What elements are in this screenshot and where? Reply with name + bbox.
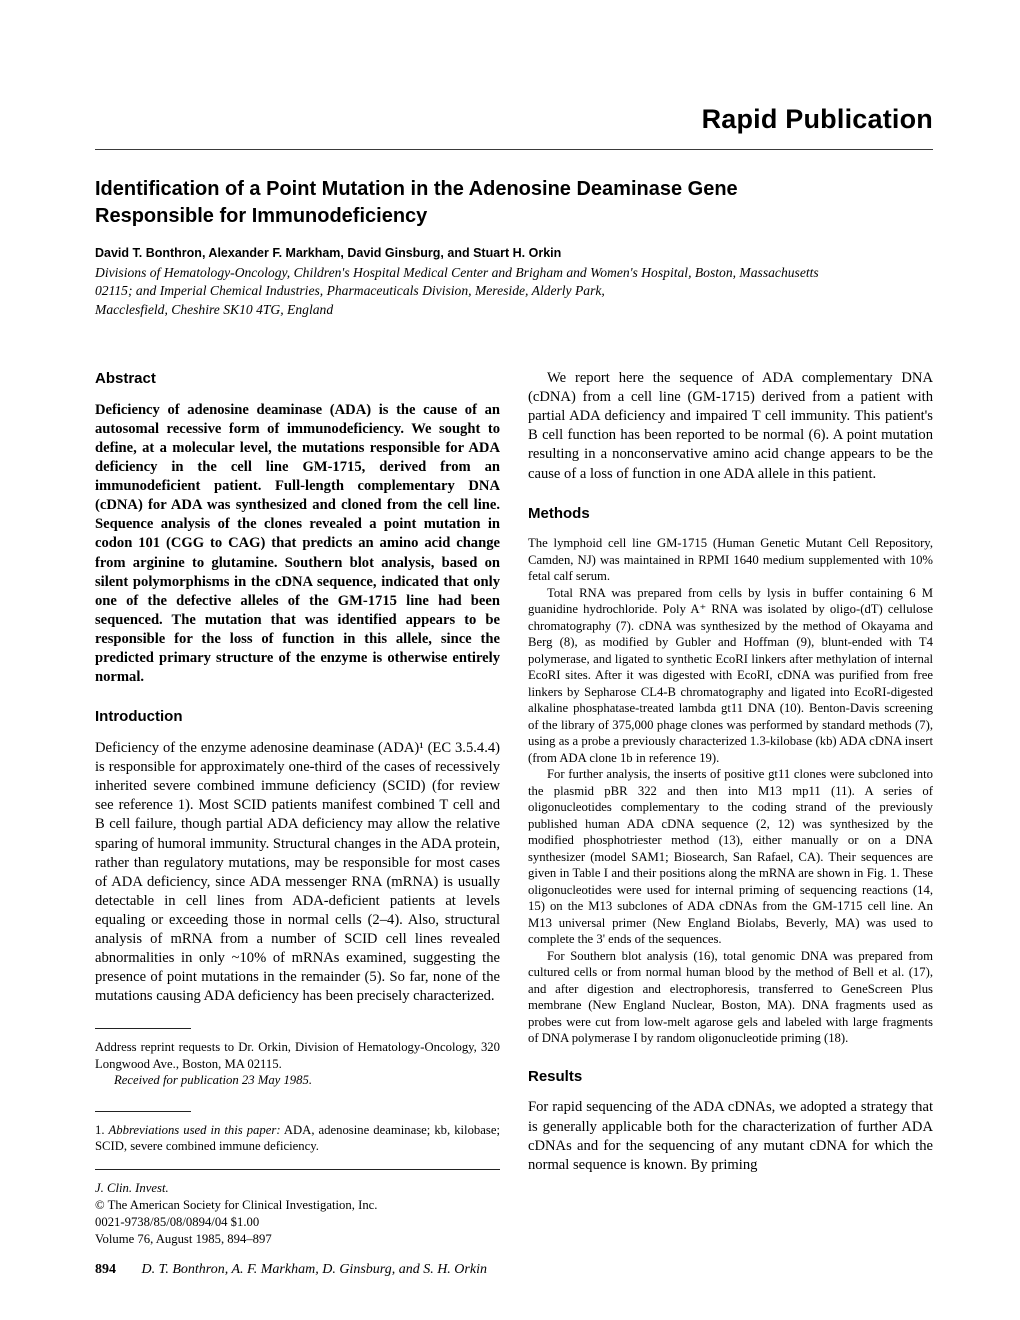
issn-price-line: 0021-9738/85/08/0894/04 $1.00	[95, 1215, 260, 1230]
page-number: 894	[95, 1262, 116, 1277]
abstract-text: Deficiency of adenosine deaminase (ADA) is the cause of an autosomal recessive form of immunodeficiency. We sought to define, at a molecular level, the mutations responsible for ADA deficiency in the cell line GM-1715, derived from an immunodeficient patient. Full-length complementary DNA (cDNA) for ADA was synthesized and cloned from the cell line. Sequence analysis of the clones revealed a point mutation in codon 101 (CGG to CAG) that predicts an amino acid change from arginine to glutamine. Southern blot analysis, based on silent polymorphisms in the cDNA sequence, indicated that only one of the defective alleles of the GM-1715 line had been sequenced. The mutation that was identified appears to be responsible for the loss of function in this allele, since the predicted primary structure of the enzyme is otherwise entirely normal.	[95, 401, 500, 686]
footnote-number: 1.	[95, 1122, 109, 1137]
methods-section	[528, 535, 933, 1047]
running-authors: D. T. Bonthron, A. F. Markham, D. Ginsburg, and S. H. Orkin	[141, 1262, 487, 1277]
left-column	[95, 369, 500, 1249]
methods-paragraph: Total RNA was prepared from cells by lysis in buffer containing 6 M guanidine hydrochloride. Poly A⁺ RNA was isolated by oligo-(dT) cellulose chromatography (7). cDNA was synthesized by the method of Okayama and Berg (8), as modified by Gubler and Hoffman (9), blunt-ended with T4 polymerase, and ligated to synthetic EcoRI linkers after methylation of internal EcoRI sites. After it was digested with EcoRI, cDNA was purified from free linkers by Sepharose CL4-B chromatography and ligated into EcoRI-digested alkaline phosphatase-treated lambda gt11 DNA (10). Benton-Davis screening of the library of 375,000 phage clones was performed by standard methods (7), using as a probe a previously characterized 1.3-kilobase (kb) ADA cDNA insert (from ADA clone 1b in reference 19).	[528, 585, 933, 765]
affiliation-line-3: Macclesfield, Cheshire SK10 4TG, England	[95, 301, 334, 317]
affiliation-line-1: Divisions of Hematology-Oncology, Children's Hospital Medical Center and Brigham and Women's Hospital, Boston, Massachusetts	[95, 265, 819, 280]
methods-heading: Methods	[528, 504, 590, 522]
rapid-publication-banner: Rapid Publication	[701, 104, 933, 134]
abstract-heading: Abstract	[95, 370, 156, 388]
report-paragraph: We report here the sequence of ADA complementary DNA (cDNA) from a cell line (GM-1715) derived from a patient with partial ADA deficiency and impaired T cell immunity. This patient's B cell function has been reported to be normal (6). A point mutation resulting in a nonconservative amino acid change appears to be the cause of a loss of function in one ADA allele in this patient.	[528, 370, 933, 482]
introduction-text: Deficiency of the enzyme adenosine deaminase (ADA)¹ (EC 3.5.4.4) is responsible for approximately one-third of the cases of recessively inherited severe combined immune deficiency (SCID) (for review see reference 1). Most SCID patients manifest combined T cell and B cell failure, though partial ADA deficiency may allow the relative sparing of humoral immunity. Structural changes in the ADA protein, rather than regulatory mutations, may be responsible for most cases of ADA deficiency, since ADA messenger RNA (mRNA) is usually detectable in cell lines from ADA-deficient patients at levels equaling or exceeding those in normal cells (2–4). Also, structural analysis of mRNA from a number of SCID cell lines revealed abnormalities in only ~10% of mRNAs examined, suggesting the presence of point mutations in the remainder (5). So far, none of the mutations causing ADA deficiency has been precisely characterized.	[95, 739, 500, 1005]
methods-paragraph: For further analysis, the inserts of positive gt11 clones were subcloned into the plasmid pBR 322 and then into M13 mp11 (11). A series of oligonucleotides complementary to the coding strand of the previously published human ADA cDNA sequence (2, 12) was synthesized by the modified phosphotriester method (13), either manually or on a DNA synthesizer (model SAM1; Biosearch, San Rafael, CA). Their sequences are given in Table I and their positions along the mRNA are shown in Fig. 1. These oligonucleotides were used for internal priming of sequencing reactions (14, 15) on the M13 subclones of ADA cDNAs from the GM-1715 cell line. An M13 universal primer (New England Biolabs, Beverly, MA) was used to complete the 3' ends of the sequences.	[528, 767, 933, 947]
page-content	[95, 0, 933, 1249]
results-heading: Results	[528, 1067, 583, 1085]
affiliation-block	[95, 264, 933, 319]
introduction-heading: Introduction	[95, 708, 183, 726]
footnote-rule	[95, 1111, 191, 1112]
author-line: David T. Bonthron, Alexander F. Markham, David Ginsburg, and Stuart H. Orkin	[95, 246, 562, 260]
page-footer	[95, 1262, 487, 1278]
methods-paragraph: For Southern blot analysis (16), total genomic DNA was prepared from cultured cells or from normal human blood by the method of Bell et al. (17), and after digestion and electrophoresis, transferred to GeneScreen Plus membrane (New England Nuclear, Boston, MA). DNA fragments used as probes were cut from low-melt agarose gels and labeled with large fragments of DNA polymerase I by random oligonucleotide priming (18).	[528, 948, 933, 1046]
journal-info-block	[95, 1180, 500, 1249]
affiliation-line-2: 02115; and Imperial Chemical Industries, Pharmaceuticals Division, Mereside, Alderly Park,	[95, 283, 605, 299]
article-title: Identification of a Point Mutation in the Adenosine Deaminase Gene Responsible for Immunodeficiency	[95, 178, 738, 227]
methods-paragraph: The lymphoid cell line GM-1715 (Human Genetic Mutant Cell Repository, Camden, NJ) was maintained in RPMI 1640 medium supplemented with 10% fetal calf serum.	[528, 536, 933, 584]
abbreviations-footnote	[95, 1122, 500, 1155]
two-column-body	[95, 369, 933, 1249]
reprint-note-rule	[95, 1028, 191, 1029]
right-column	[528, 369, 933, 1249]
copyright-line: © The American Society for Clinical Investigation, Inc.	[95, 1198, 378, 1213]
journal-name: J. Clin. Invest.	[95, 1180, 169, 1195]
footnote-text: ADA, adenosine deaminase; kb, kilobase; SCID, severe combined immune deficiency.	[95, 1122, 500, 1154]
footnote-label: Abbreviations used in this paper:	[108, 1122, 281, 1137]
volume-line: Volume 76, August 1985, 894–897	[95, 1232, 272, 1247]
received-note: Received for publication 23 May 1985.	[114, 1073, 313, 1088]
journal-info-rule	[95, 1169, 500, 1170]
results-text: For rapid sequencing of the ADA cDNAs, we adopted a strategy that is generally applicable both for the characterization of further ADA cDNAs and for the sequencing of any mutant cDNA for which the normal sequence is known. By priming	[528, 1099, 933, 1173]
reprint-note: Address reprint requests to Dr. Orkin, Division of Hematology-Oncology, 320 Longwood Ave., Boston, MA 02115.	[95, 1040, 500, 1071]
header-rule	[95, 149, 933, 150]
